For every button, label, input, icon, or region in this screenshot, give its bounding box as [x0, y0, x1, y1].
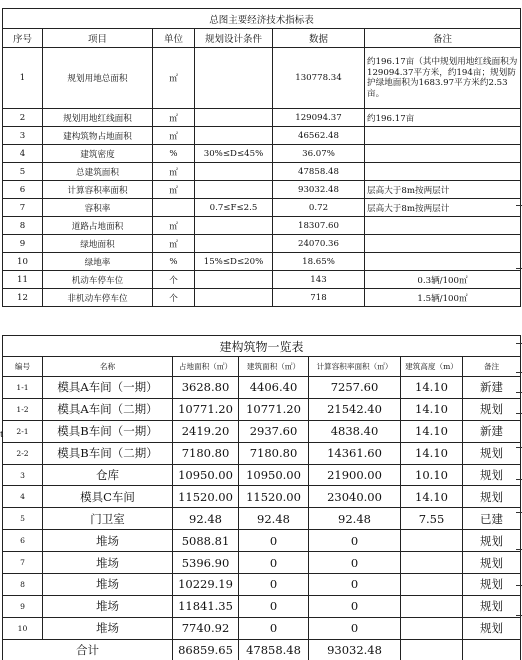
- row-item: 计算容积率面积: [43, 181, 153, 199]
- building-id: 1-2: [3, 398, 43, 420]
- table-row: [3, 508, 521, 530]
- row-unit: 个: [153, 289, 195, 307]
- edge-tick: [516, 447, 522, 448]
- building-far-area: 0: [309, 595, 401, 617]
- row-note: [365, 127, 521, 145]
- header-height: 建筑高度（m）: [401, 357, 463, 377]
- header-condition: 规划设计条件: [195, 29, 273, 48]
- row-value: 24070.36: [273, 235, 365, 253]
- row-no: 1: [3, 48, 43, 109]
- total-footprint: 86859.65: [173, 639, 239, 660]
- building-name: 门卫室: [43, 508, 173, 530]
- building-floor-area: 0: [239, 617, 309, 639]
- row-value: 18307.60: [273, 217, 365, 235]
- building-far-area: 0: [309, 617, 401, 639]
- table-row: [3, 442, 521, 464]
- building-floor-area: 7180.80: [239, 442, 309, 464]
- header-item: 项目: [43, 29, 153, 48]
- row-value: 93032.48: [273, 181, 365, 199]
- total-note: [463, 639, 521, 660]
- row-condition: 0.7≤F≤2.5: [195, 199, 273, 217]
- row-item: 机动车停车位: [43, 271, 153, 289]
- header-id: 编号: [3, 357, 43, 377]
- right-edge-ticks: [516, 0, 522, 654]
- row-unit: ㎡: [153, 217, 195, 235]
- row-item: 容积率: [43, 199, 153, 217]
- table-row: [3, 530, 521, 552]
- building-far-area: 7257.60: [309, 377, 401, 399]
- row-no: 3: [3, 127, 43, 145]
- building-id: 2-1: [3, 420, 43, 442]
- building-far-area: 0: [309, 574, 401, 596]
- building-footprint: 7740.92: [173, 617, 239, 639]
- building-name: 堆场: [43, 595, 173, 617]
- header-floor-area: 建筑面积（㎡）: [239, 357, 309, 377]
- building-height: [401, 530, 463, 552]
- row-no: 6: [3, 181, 43, 199]
- building-footprint: 7180.80: [173, 442, 239, 464]
- table-row: [3, 289, 521, 307]
- row-unit: %: [153, 253, 195, 271]
- building-table-header: [3, 357, 521, 377]
- building-far-area: 23040.00: [309, 486, 401, 508]
- row-value: 718: [273, 289, 365, 307]
- row-note: 约196.17亩（其中规划用地红线面积为129094.37平方米，约194亩；规划防护绿地面积为1683.97平方米约2.53亩。: [365, 48, 521, 109]
- building-height: 14.10: [401, 420, 463, 442]
- total-far-area: 93032.48: [309, 639, 401, 660]
- building-floor-area: 10950.00: [239, 464, 309, 486]
- header-footprint: 占地面积（㎡）: [173, 357, 239, 377]
- table-row: [3, 420, 521, 442]
- building-footprint: 5088.81: [173, 530, 239, 552]
- row-note: 层高大于8m按两层计: [365, 199, 521, 217]
- table-row: [3, 109, 521, 127]
- tech-table-title: 总图主要经济技术指标表: [3, 9, 521, 29]
- building-far-area: 21542.40: [309, 398, 401, 420]
- building-note: 规划: [463, 617, 521, 639]
- table-row: [3, 163, 521, 181]
- building-footprint: 2419.20: [173, 420, 239, 442]
- row-item: 规划用地总面积: [43, 48, 153, 109]
- building-height: [401, 617, 463, 639]
- row-unit: ㎡: [153, 109, 195, 127]
- row-value: 143: [273, 271, 365, 289]
- table-row: [3, 145, 521, 163]
- table-row: [3, 48, 521, 109]
- table-row: [3, 595, 521, 617]
- row-note: [365, 235, 521, 253]
- row-unit: ㎡: [153, 48, 195, 109]
- row-unit: ㎡: [153, 181, 195, 199]
- building-footprint: 92.48: [173, 508, 239, 530]
- building-floor-area: 0: [239, 530, 309, 552]
- table-row: [3, 253, 521, 271]
- table-row: [3, 235, 521, 253]
- row-note: [365, 253, 521, 271]
- building-id: 6: [3, 530, 43, 552]
- total-label: 合计: [3, 639, 173, 660]
- building-height: 14.10: [401, 377, 463, 399]
- building-footprint: 11841.35: [173, 595, 239, 617]
- row-value: 36.07%: [273, 145, 365, 163]
- total-row: [3, 639, 521, 660]
- building-floor-area: 10771.20: [239, 398, 309, 420]
- row-unit: ㎡: [153, 163, 195, 181]
- building-note: 规划: [463, 552, 521, 574]
- row-no: 10: [3, 253, 43, 271]
- building-height: 7.55: [401, 508, 463, 530]
- row-item: 道路占地面积: [43, 217, 153, 235]
- building-name: 模具B车间（二期）: [43, 442, 173, 464]
- row-condition: [195, 217, 273, 235]
- row-condition: [195, 48, 273, 109]
- edge-tick: [516, 343, 522, 344]
- edge-tick: [516, 205, 522, 206]
- building-footprint: 5396.90: [173, 552, 239, 574]
- building-name: 堆场: [43, 617, 173, 639]
- row-note: 层高大于8m按两层计: [365, 181, 521, 199]
- building-height: [401, 595, 463, 617]
- row-value: 46562.48: [273, 127, 365, 145]
- table-row: [3, 398, 521, 420]
- row-note: [365, 145, 521, 163]
- table-row: [3, 271, 521, 289]
- row-unit: 个: [153, 271, 195, 289]
- building-footprint: 3628.80: [173, 377, 239, 399]
- row-condition: [195, 235, 273, 253]
- total-floor-area: 47858.48: [239, 639, 309, 660]
- row-item: 非机动车停车位: [43, 289, 153, 307]
- header-name: 名称: [43, 357, 173, 377]
- row-condition: [195, 271, 273, 289]
- building-list-table: [2, 335, 521, 660]
- building-far-area: 14361.60: [309, 442, 401, 464]
- building-note: 新建: [463, 377, 521, 399]
- row-unit: [153, 199, 195, 217]
- table-row: [3, 617, 521, 639]
- edge-tick: [516, 372, 522, 373]
- building-id: 4: [3, 486, 43, 508]
- building-height: [401, 574, 463, 596]
- row-item: 总建筑面积: [43, 163, 153, 181]
- building-note: 新建: [463, 420, 521, 442]
- edge-tick: [516, 268, 522, 269]
- building-name: 模具C车间: [43, 486, 173, 508]
- row-item: 建构筑物占地面积: [43, 127, 153, 145]
- building-floor-area: 92.48: [239, 508, 309, 530]
- building-name: 堆场: [43, 552, 173, 574]
- header-note: 备注: [365, 29, 521, 48]
- row-value: 18.65%: [273, 253, 365, 271]
- table-row: [3, 574, 521, 596]
- row-no: 7: [3, 199, 43, 217]
- row-no: 2: [3, 109, 43, 127]
- building-far-area: 21900.00: [309, 464, 401, 486]
- building-id: 9: [3, 595, 43, 617]
- building-id: 5: [3, 508, 43, 530]
- row-no: 12: [3, 289, 43, 307]
- building-name: 模具A车间（一期）: [43, 377, 173, 399]
- row-condition: 15%≤D≤20%: [195, 253, 273, 271]
- building-far-area: 92.48: [309, 508, 401, 530]
- row-unit: ㎡: [153, 235, 195, 253]
- row-note: 约196.17亩: [365, 109, 521, 127]
- building-name: 模具A车间（二期）: [43, 398, 173, 420]
- table-row: [3, 217, 521, 235]
- row-no: 8: [3, 217, 43, 235]
- row-condition: 30%≤D≤45%: [195, 145, 273, 163]
- building-id: 1-1: [3, 377, 43, 399]
- building-note: 规划: [463, 486, 521, 508]
- row-no: 11: [3, 271, 43, 289]
- building-note: 规划: [463, 442, 521, 464]
- edge-tick: [516, 512, 522, 513]
- building-table-title: 建构筑物一览表: [3, 336, 521, 357]
- building-floor-area: 11520.00: [239, 486, 309, 508]
- building-id: 7: [3, 552, 43, 574]
- building-id: 3: [3, 464, 43, 486]
- tech-table-header: [3, 29, 521, 48]
- left-edge-mark: t: [0, 430, 4, 439]
- row-note: 1.5辆/100㎡: [365, 289, 521, 307]
- building-name: 堆场: [43, 530, 173, 552]
- row-item: 绿地面积: [43, 235, 153, 253]
- table-row: [3, 486, 521, 508]
- header-unit: 单位: [153, 29, 195, 48]
- row-no: 9: [3, 235, 43, 253]
- header-note: 备注: [463, 357, 521, 377]
- building-floor-area: 2937.60: [239, 420, 309, 442]
- building-height: 14.10: [401, 486, 463, 508]
- row-item: 绿地率: [43, 253, 153, 271]
- edge-tick: [516, 479, 522, 480]
- row-value: 0.72: [273, 199, 365, 217]
- building-note: 规划: [463, 530, 521, 552]
- header-value: 数据: [273, 29, 365, 48]
- building-floor-area: 0: [239, 574, 309, 596]
- row-item: 规划用地红线面积: [43, 109, 153, 127]
- table-row: [3, 464, 521, 486]
- building-height: [401, 552, 463, 574]
- building-footprint: 11520.00: [173, 486, 239, 508]
- row-condition: [195, 163, 273, 181]
- header-far-area: 计算容积率面积（㎡）: [309, 357, 401, 377]
- row-no: 5: [3, 163, 43, 181]
- row-value: 47858.48: [273, 163, 365, 181]
- building-height: 14.10: [401, 442, 463, 464]
- building-height: 10.10: [401, 464, 463, 486]
- building-floor-area: 0: [239, 595, 309, 617]
- tech-indicator-table: [2, 8, 521, 307]
- building-floor-area: 0: [239, 552, 309, 574]
- building-id: 2-2: [3, 442, 43, 464]
- table-row: [3, 199, 521, 217]
- edge-tick: [516, 413, 522, 414]
- row-unit: ㎡: [153, 127, 195, 145]
- row-item: 建筑密度: [43, 145, 153, 163]
- building-note: 规划: [463, 464, 521, 486]
- header-no: 序号: [3, 29, 43, 48]
- row-value: 129094.37: [273, 109, 365, 127]
- row-condition: [195, 289, 273, 307]
- row-no: 4: [3, 145, 43, 163]
- building-far-area: 0: [309, 552, 401, 574]
- row-condition: [195, 109, 273, 127]
- row-unit: %: [153, 145, 195, 163]
- building-name: 仓库: [43, 464, 173, 486]
- table-row: [3, 127, 521, 145]
- row-condition: [195, 127, 273, 145]
- building-name: 堆场: [43, 574, 173, 596]
- table-row: [3, 552, 521, 574]
- total-height: [401, 639, 463, 660]
- building-footprint: 10950.00: [173, 464, 239, 486]
- building-footprint: 10771.20: [173, 398, 239, 420]
- building-floor-area: 4406.40: [239, 377, 309, 399]
- building-footprint: 10229.19: [173, 574, 239, 596]
- building-height: 14.10: [401, 398, 463, 420]
- building-far-area: 4838.40: [309, 420, 401, 442]
- table-row: [3, 377, 521, 399]
- edge-tick: [516, 615, 522, 616]
- building-note: 规划: [463, 574, 521, 596]
- row-value: 130778.34: [273, 48, 365, 109]
- row-condition: [195, 181, 273, 199]
- table-row: [3, 181, 521, 199]
- edge-tick: [516, 549, 522, 550]
- building-far-area: 0: [309, 530, 401, 552]
- building-id: 10: [3, 617, 43, 639]
- building-note: 规划: [463, 595, 521, 617]
- edge-tick: [516, 392, 522, 393]
- building-note: 规划: [463, 398, 521, 420]
- edge-tick: [516, 585, 522, 586]
- row-note: 0.3辆/100㎡: [365, 271, 521, 289]
- row-note: [365, 163, 521, 181]
- building-id: 8: [3, 574, 43, 596]
- building-name: 模具B车间（一期）: [43, 420, 173, 442]
- row-note: [365, 217, 521, 235]
- building-note: 已建: [463, 508, 521, 530]
